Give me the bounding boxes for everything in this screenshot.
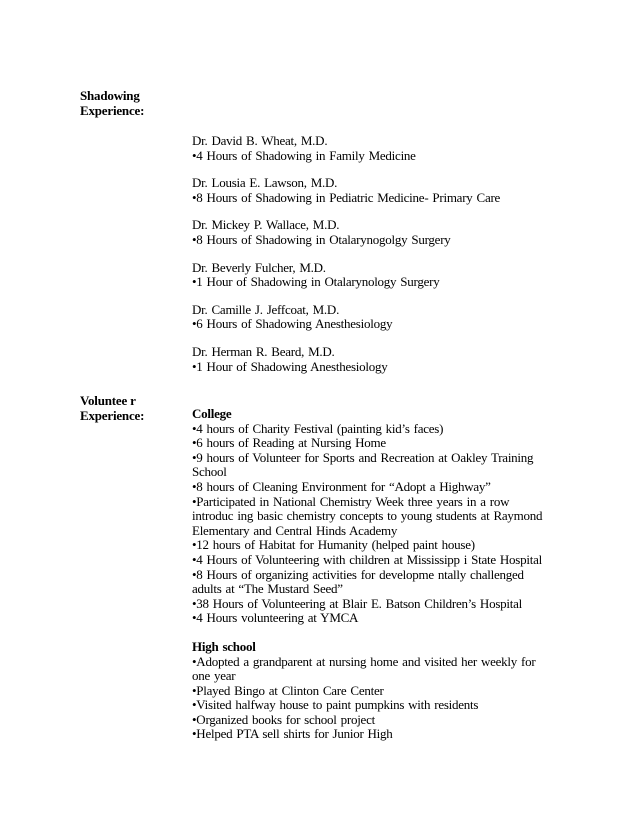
list-item: •9 hours of Volunteer for Sports and Recreation at Oakley Training School bbox=[192, 449, 534, 480]
college-group bbox=[192, 407, 552, 626]
shadowing-entry bbox=[192, 303, 592, 332]
list-item: •8 hours of Cleaning Environment for “Adopt a Highway” bbox=[192, 478, 491, 494]
list-item: •6 hours of Reading at Nursing Home bbox=[192, 435, 386, 451]
list-item: •12 hours of Habitat for Humanity (helped paint house) bbox=[192, 537, 475, 553]
list-item: •Organized books for school project bbox=[192, 711, 375, 727]
doctor-name: Dr. Herman R. Beard, M.D. bbox=[192, 343, 335, 359]
list-item: •Played Bingo at Clinton Care Center bbox=[192, 682, 384, 698]
shadowing-entry bbox=[192, 261, 592, 290]
shadowing-heading-line2: Experience: bbox=[80, 103, 145, 118]
list-item: •Adopted a grandparent at nursing home and visited her weekly for one year bbox=[192, 653, 536, 684]
list-item: •Participated in National Chemistry Week three years in a row introduc ing basic chemistry concepts to young students at Raymond Elementary and Central Hinds Academy bbox=[192, 493, 543, 538]
high-school-title: High school bbox=[192, 638, 256, 654]
shadowing-entry bbox=[192, 345, 592, 374]
doctor-name: Dr. Lousia E. Lawson, M.D. bbox=[192, 175, 338, 191]
list-item: •4 Hours volunteering at YMCA bbox=[192, 610, 359, 626]
list-item: •4 Hours of Volunteering with children at Mississipp i State Hospital bbox=[192, 551, 542, 567]
list-item: •8 Hours of organizing activities for developme ntally challenged adults at “The Mustard Seed” bbox=[192, 566, 524, 597]
volunteer-heading-line1: Voluntee r bbox=[80, 393, 136, 408]
shadowing-detail: •1 Hour of Shadowing in Otalarynology Surgery bbox=[192, 274, 440, 290]
doctor-name: Dr. Mickey P. Wallace, M.D. bbox=[192, 217, 340, 233]
volunteer-content bbox=[192, 407, 552, 756]
list-item: •Helped PTA sell shirts for Junior High bbox=[192, 726, 393, 742]
shadowing-entry bbox=[192, 218, 592, 247]
shadowing-detail: •8 Hours of Shadowing in Otalarynogolgy Surgery bbox=[192, 231, 451, 247]
shadowing-heading-line1: Shadowing bbox=[80, 88, 140, 103]
shadowing-entry bbox=[192, 134, 592, 163]
college-title: College bbox=[192, 406, 232, 421]
doctor-name: Dr. Beverly Fulcher, M.D. bbox=[192, 259, 326, 275]
volunteer-heading-line2: Experience: bbox=[80, 408, 145, 423]
college-list bbox=[192, 422, 552, 626]
shadowing-detail: •6 Hours of Shadowing Anesthesiology bbox=[192, 316, 393, 332]
shadowing-detail: •8 Hours of Shadowing in Pediatric Medicine- Primary Care bbox=[192, 189, 501, 205]
high-school-list bbox=[192, 655, 552, 743]
volunteer-heading bbox=[80, 393, 144, 423]
doctor-name: Dr. David B. Wheat, M.D. bbox=[192, 133, 328, 148]
shadowing-heading bbox=[80, 88, 144, 118]
list-item: •4 hours of Charity Festival (painting kid’s faces) bbox=[192, 420, 444, 436]
shadowing-detail: •4 Hours of Shadowing in Family Medicine bbox=[192, 147, 416, 163]
shadowing-list bbox=[192, 134, 592, 387]
shadowing-detail: •1 Hour of Shadowing Anesthesiology bbox=[192, 358, 388, 374]
high-school-group bbox=[192, 640, 552, 742]
list-item: •Visited halfway house to paint pumpkins with residents bbox=[192, 697, 479, 713]
doctor-name: Dr. Camille J. Jeffcoat, M.D. bbox=[192, 301, 340, 317]
list-item: •38 Hours of Volunteering at Blair E. Batson Children’s Hospital bbox=[192, 595, 522, 611]
shadowing-entry bbox=[192, 176, 592, 205]
